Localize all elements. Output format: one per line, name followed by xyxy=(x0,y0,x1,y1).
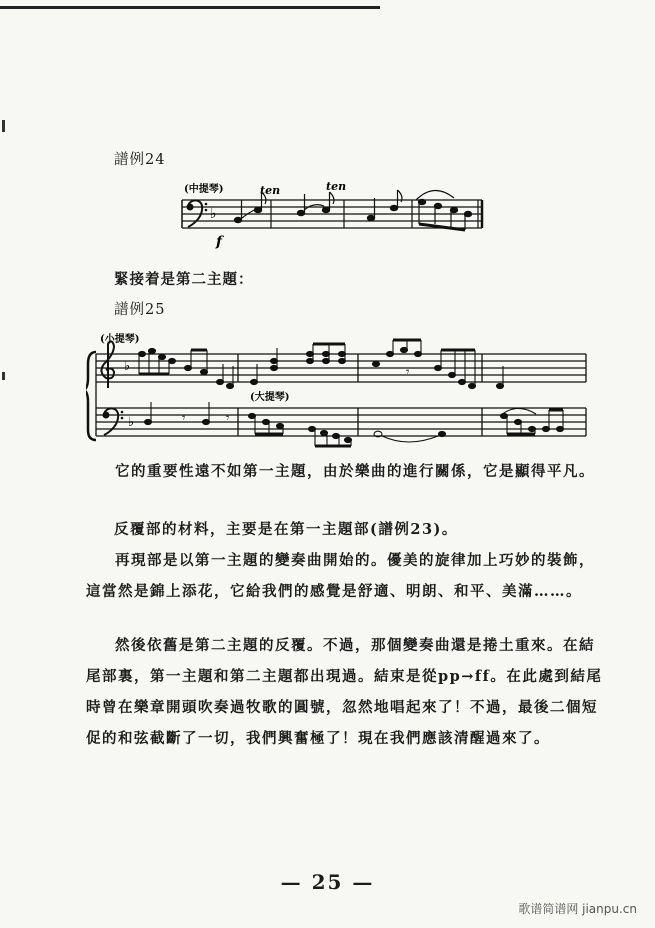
bass-notes xyxy=(145,402,564,446)
flat-sign: ♭ xyxy=(210,206,217,222)
example-24-label: 譜例24 xyxy=(114,152,166,168)
example-25-label: 譜例25 xyxy=(114,302,166,318)
bass-staff-lines xyxy=(96,408,586,436)
page-number: — 25 — xyxy=(280,870,375,894)
instrument-label-cello: (大提琴) xyxy=(250,392,290,403)
brace xyxy=(86,352,96,440)
svg-text:𝄾: 𝄾 xyxy=(182,411,186,426)
treble-clef-icon xyxy=(101,341,114,388)
flat-sign: ♭ xyxy=(124,359,131,374)
tenuto-marking: ten xyxy=(260,184,281,197)
watermark: 歌谱简谱网 jianpu.cn xyxy=(518,902,637,916)
rests xyxy=(182,365,410,426)
transition-text: 緊接着是第二主題： xyxy=(114,271,254,288)
example-25-score xyxy=(86,330,590,450)
paragraph: 再現部是以第一主題的變奏曲開始的。優美的旋律加上巧妙的裝飾，這當然是錦上添花，它給我們的感覺是舒適、明朗、和平、美滿……。 xyxy=(86,552,595,600)
top-border-line xyxy=(0,6,380,9)
instrument-label: (中提琴) xyxy=(184,184,224,195)
example-24-score xyxy=(176,180,486,250)
paragraph: 然後依舊是第二主題的反覆。不過，那個變奏曲還是捲土重來。在結尾部裏，第一主題和第二主題都出現過。結束是從pp→ff。在此處到結尾時曾在樂章開頭吹奏過牧歌的圓號，忽然地唱起來了！不過，最後二個短促的和弦截斷了一切，我們興奮極了！現在我們應該清醒過來了。 xyxy=(86,637,603,747)
flat-sign: ♭ xyxy=(128,415,135,430)
margin-mark xyxy=(2,120,5,132)
dynamic-marking: f xyxy=(216,234,223,250)
treble-notes xyxy=(139,340,504,389)
tenuto-marking: ten xyxy=(326,180,347,193)
paragraph: 反覆部的材料，主要是在第一主題部(譜例23)。 xyxy=(114,521,458,538)
paragraph: 它的重要性遠不如第一主題，由於樂曲的進行關係，它是顯得平凡。 xyxy=(115,463,595,480)
instrument-label-violin: (小提琴) xyxy=(100,334,140,345)
svg-text:𝄾: 𝄾 xyxy=(406,365,410,380)
svg-text:𝄾: 𝄾 xyxy=(226,411,230,426)
margin-mark xyxy=(2,372,5,380)
